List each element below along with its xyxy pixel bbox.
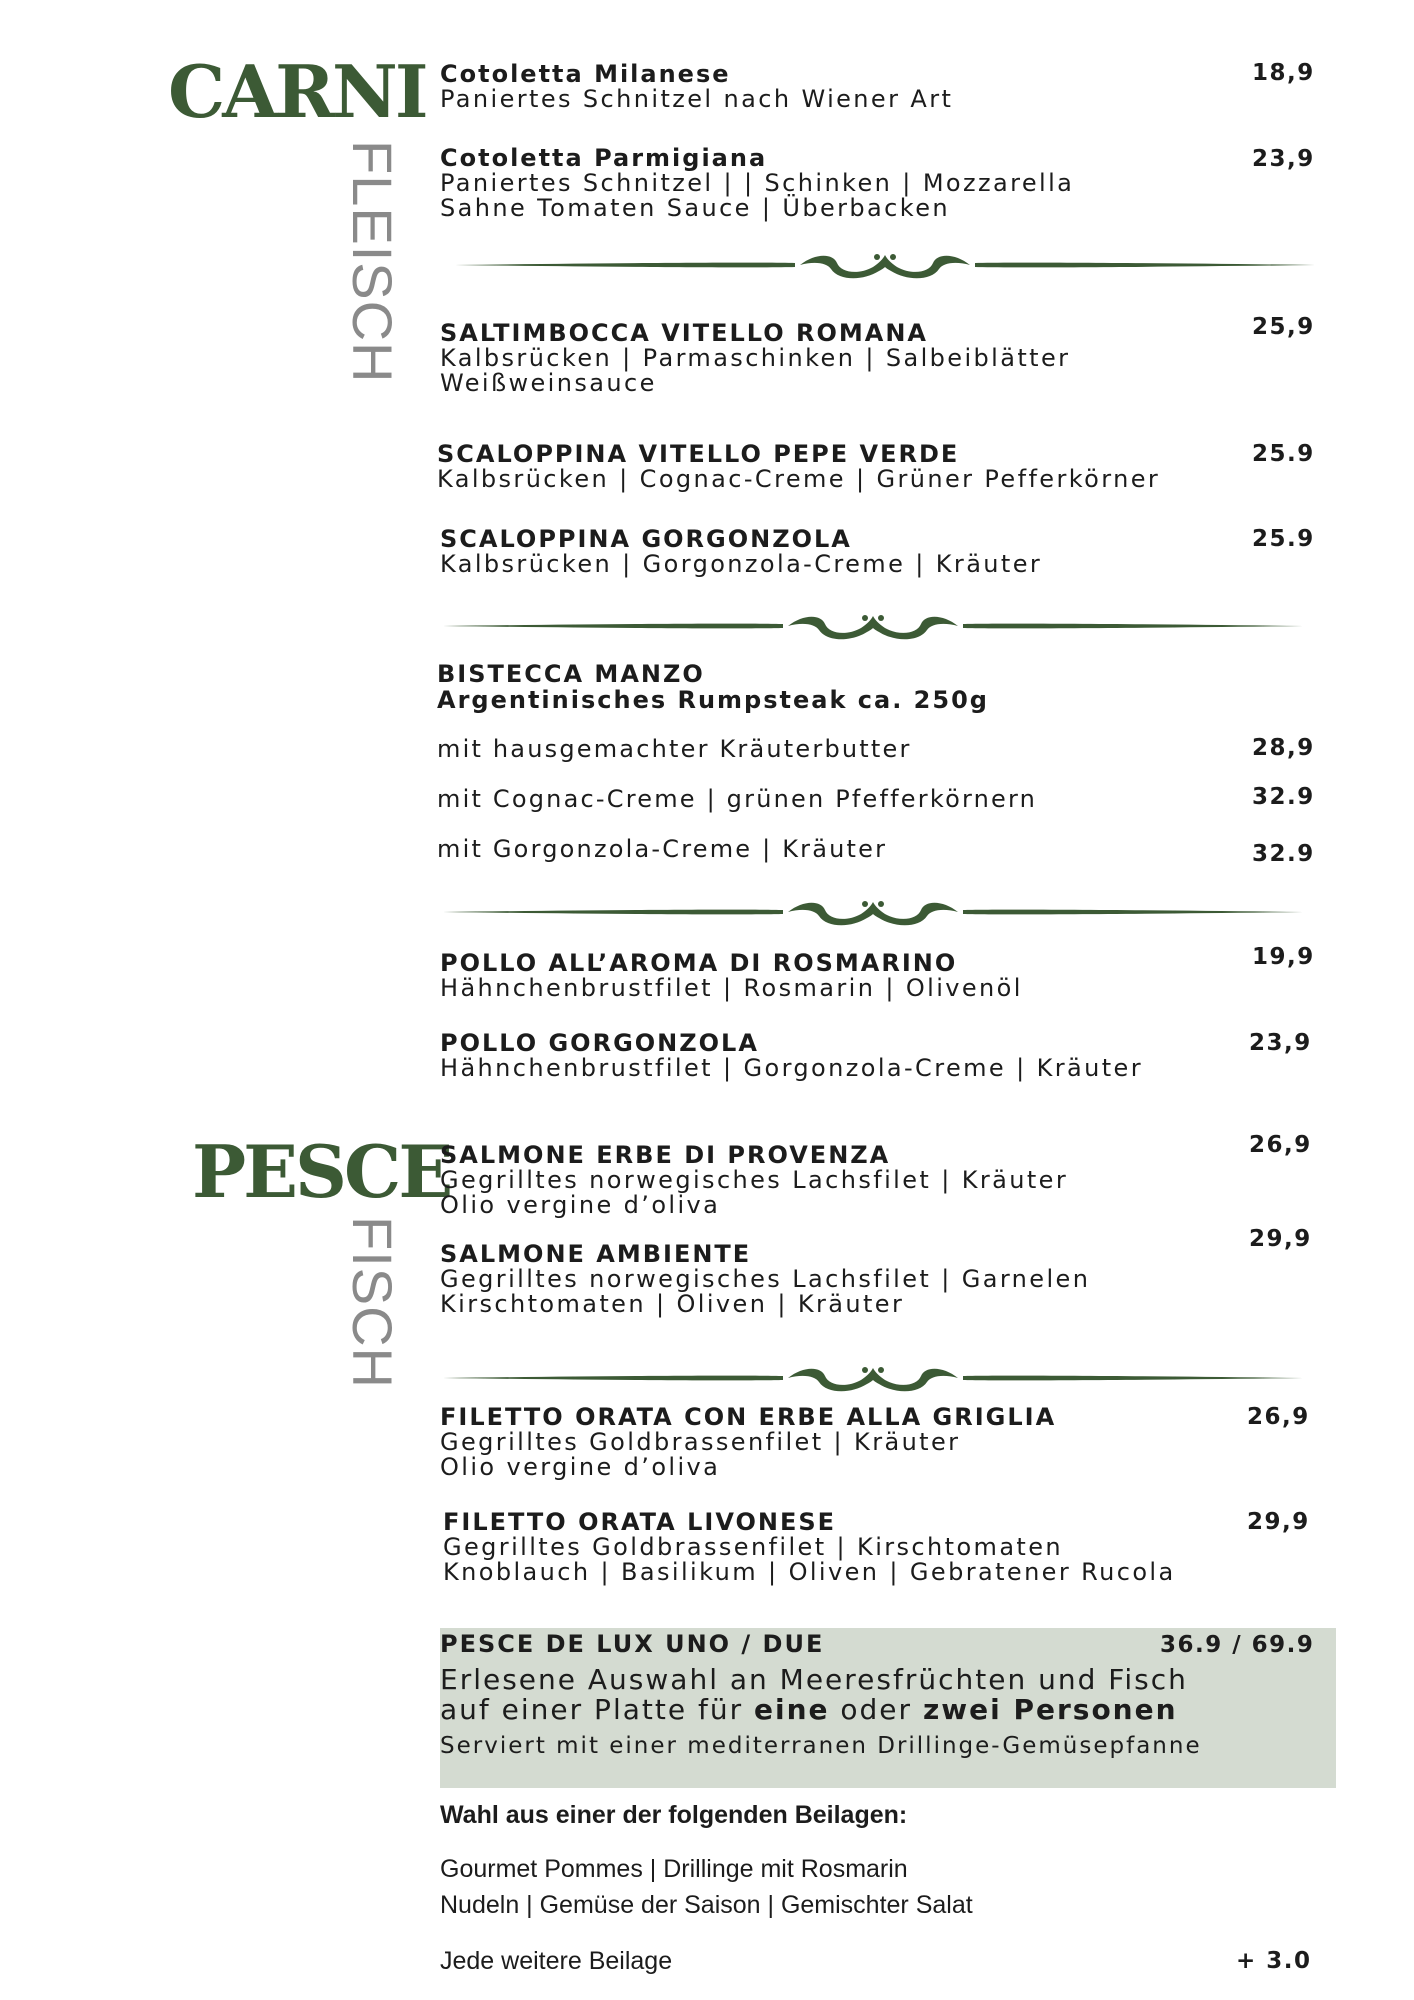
menu-item-scaloppina-gorgonzola bbox=[440, 526, 1310, 577]
item-name: FILETTO ORATA CON ERBE ALLA GRIGLIA bbox=[440, 1403, 1057, 1431]
beilagen-line: Nudeln | Gemüse der Saison | Gemischter Salat bbox=[440, 1891, 973, 1919]
item-name: FILETTO ORATA LIVONESE bbox=[443, 1508, 837, 1536]
item-description: Hähnchenbrustfilet | Rosmarin | Olivenöl bbox=[440, 974, 1023, 1002]
pesce-de-lux-description bbox=[440, 1665, 1188, 1725]
item-name: BISTECCA MANZO bbox=[437, 660, 705, 688]
section-title-pesce: PESCE bbox=[192, 1129, 451, 1214]
item-description: Weißweinsauce bbox=[440, 369, 657, 397]
section-subtitle-fleisch: FLEISCH bbox=[341, 140, 404, 384]
item-name: POLLO ALL’AROMA DI ROSMARINO bbox=[440, 949, 958, 977]
menu-item-bistecca-manzo bbox=[437, 661, 1307, 713]
menu-item-scaloppina-pepe-verde bbox=[437, 441, 1307, 492]
beilagen-line: Gourmet Pommes | Drillinge mit Rosmarin bbox=[440, 1855, 908, 1883]
item-name: SCALOPPINA GORGONZOLA bbox=[440, 525, 852, 553]
item-description: Knoblauch | Basilikum | Oliven | Gebratener Rucola bbox=[443, 1558, 1176, 1586]
item-description: Sahne Tomaten Sauce | Überbacken bbox=[440, 194, 950, 222]
item-name: SALTIMBOCCA VITELLO ROMANA bbox=[440, 319, 928, 347]
menu-item-saltimbocca bbox=[440, 320, 1310, 396]
item-subtitle: Argentinisches Rumpsteak ca. 250g bbox=[437, 686, 989, 714]
ornament-divider bbox=[455, 245, 1315, 285]
ornament-divider bbox=[443, 606, 1303, 646]
pesce-de-lux-name: PESCE DE LUX UNO / DUE bbox=[440, 1630, 825, 1658]
item-price: 23,9 bbox=[1249, 1030, 1312, 1056]
item-description: Olio vergine d’oliva bbox=[440, 1191, 721, 1219]
item-name: Cotoletta Parmigiana bbox=[440, 144, 768, 172]
item-description: Gegrilltes norwegisches Lachsfilet | Kräuter bbox=[440, 1166, 1069, 1194]
menu-item-salmone-ambiente bbox=[440, 1241, 1310, 1317]
item-description: Paniertes Schnitzel nach Wiener Art bbox=[440, 85, 954, 113]
pesce-de-lux-price: 36.9 / 69.9 bbox=[1160, 1632, 1315, 1658]
text-segment: oder bbox=[829, 1693, 923, 1726]
item-price: 23,9 bbox=[1252, 146, 1315, 172]
pesce-de-lux-serving-note: Serviert mit einer mediterranen Drillinge-Gemüsepfanne bbox=[440, 1733, 1202, 1759]
extra-beilage-price: + 3.0 bbox=[1236, 1948, 1312, 1974]
menu-item-orata-griglia bbox=[440, 1404, 1310, 1480]
menu-item-cotoletta-milanese bbox=[440, 61, 1310, 112]
item-name: POLLO GORGONZOLA bbox=[440, 1029, 759, 1057]
menu-item-cotoletta-parmigiana bbox=[440, 145, 1310, 221]
text-emphasis: zwei Personen bbox=[922, 1693, 1178, 1726]
item-price: 19,9 bbox=[1252, 944, 1315, 970]
item-name: Cotoletta Milanese bbox=[440, 60, 731, 88]
text-emphasis: eine bbox=[753, 1693, 830, 1726]
item-description: Kalbsrücken | Gorgonzola-Creme | Kräuter bbox=[440, 550, 1043, 578]
item-price: 26,9 bbox=[1247, 1404, 1310, 1430]
item-price: 26,9 bbox=[1249, 1132, 1312, 1158]
menu-item-orata-livonese bbox=[443, 1509, 1313, 1585]
bistecca-option-price: 32.9 bbox=[1252, 784, 1315, 810]
menu-item-pollo-rosmarino bbox=[440, 950, 1310, 1001]
menu-item-pollo-gorgonzola bbox=[440, 1030, 1310, 1081]
bistecca-option-label: mit hausgemachter Kräuterbutter bbox=[437, 735, 912, 763]
item-name: SALMONE ERBE DI PROVENZA bbox=[440, 1141, 891, 1169]
item-price: 25.9 bbox=[1252, 526, 1315, 552]
item-price: 25.9 bbox=[1252, 441, 1315, 467]
text-segment: auf einer Platte für bbox=[440, 1693, 754, 1726]
item-description: Gegrilltes Goldbrassenfilet | Kirschtomaten bbox=[443, 1533, 1064, 1561]
section-title-carni: CARNI bbox=[168, 49, 426, 134]
item-description: Hähnchenbrustfilet | Gorgonzola-Creme | Kräuter bbox=[440, 1054, 1143, 1082]
item-description: Kalbsrücken | Parmaschinken | Salbeiblätter bbox=[440, 344, 1071, 372]
bistecca-option-price: 32.9 bbox=[1252, 841, 1315, 867]
item-price: 18,9 bbox=[1252, 60, 1315, 86]
ornament-divider bbox=[443, 892, 1303, 932]
bistecca-option-price: 28,9 bbox=[1252, 735, 1315, 761]
item-name: SALMONE AMBIENTE bbox=[440, 1240, 752, 1268]
extra-beilage-label: Jede weitere Beilage bbox=[440, 1947, 673, 1975]
bistecca-option-label: mit Cognac-Creme | grünen Pfefferkörnern bbox=[437, 785, 1038, 813]
beilagen-heading: Wahl aus einer der folgenden Beilagen: bbox=[440, 1801, 908, 1829]
item-description: Kirschtomaten | Oliven | Kräuter bbox=[440, 1290, 905, 1318]
item-price: 25,9 bbox=[1252, 314, 1315, 340]
item-name: SCALOPPINA VITELLO PEPE VERDE bbox=[437, 440, 960, 468]
item-description: Gegrilltes Goldbrassenfilet | Kräuter bbox=[440, 1428, 961, 1456]
pesce-de-lux-line2 bbox=[440, 1695, 1188, 1725]
item-description: Paniertes Schnitzel | | Schinken | Mozzarella bbox=[440, 169, 1075, 197]
pesce-de-lux-line1: Erlesene Auswahl an Meeresfrüchten und Fisch bbox=[440, 1663, 1188, 1696]
item-description: Gegrilltes norwegisches Lachsfilet | Garnelen bbox=[440, 1265, 1091, 1293]
bistecca-option-label: mit Gorgonzola-Creme | Kräuter bbox=[437, 835, 888, 863]
ornament-divider bbox=[443, 1358, 1303, 1398]
item-description: Kalbsrücken | Cognac-Creme | Grüner Pefferkörner bbox=[437, 465, 1161, 493]
section-subtitle-fisch: FISCH bbox=[341, 1216, 404, 1389]
item-price: 29,9 bbox=[1249, 1226, 1312, 1252]
menu-item-salmone-erbe bbox=[440, 1142, 1310, 1218]
item-description: Olio vergine d’oliva bbox=[440, 1453, 721, 1481]
item-price: 29,9 bbox=[1247, 1509, 1310, 1535]
